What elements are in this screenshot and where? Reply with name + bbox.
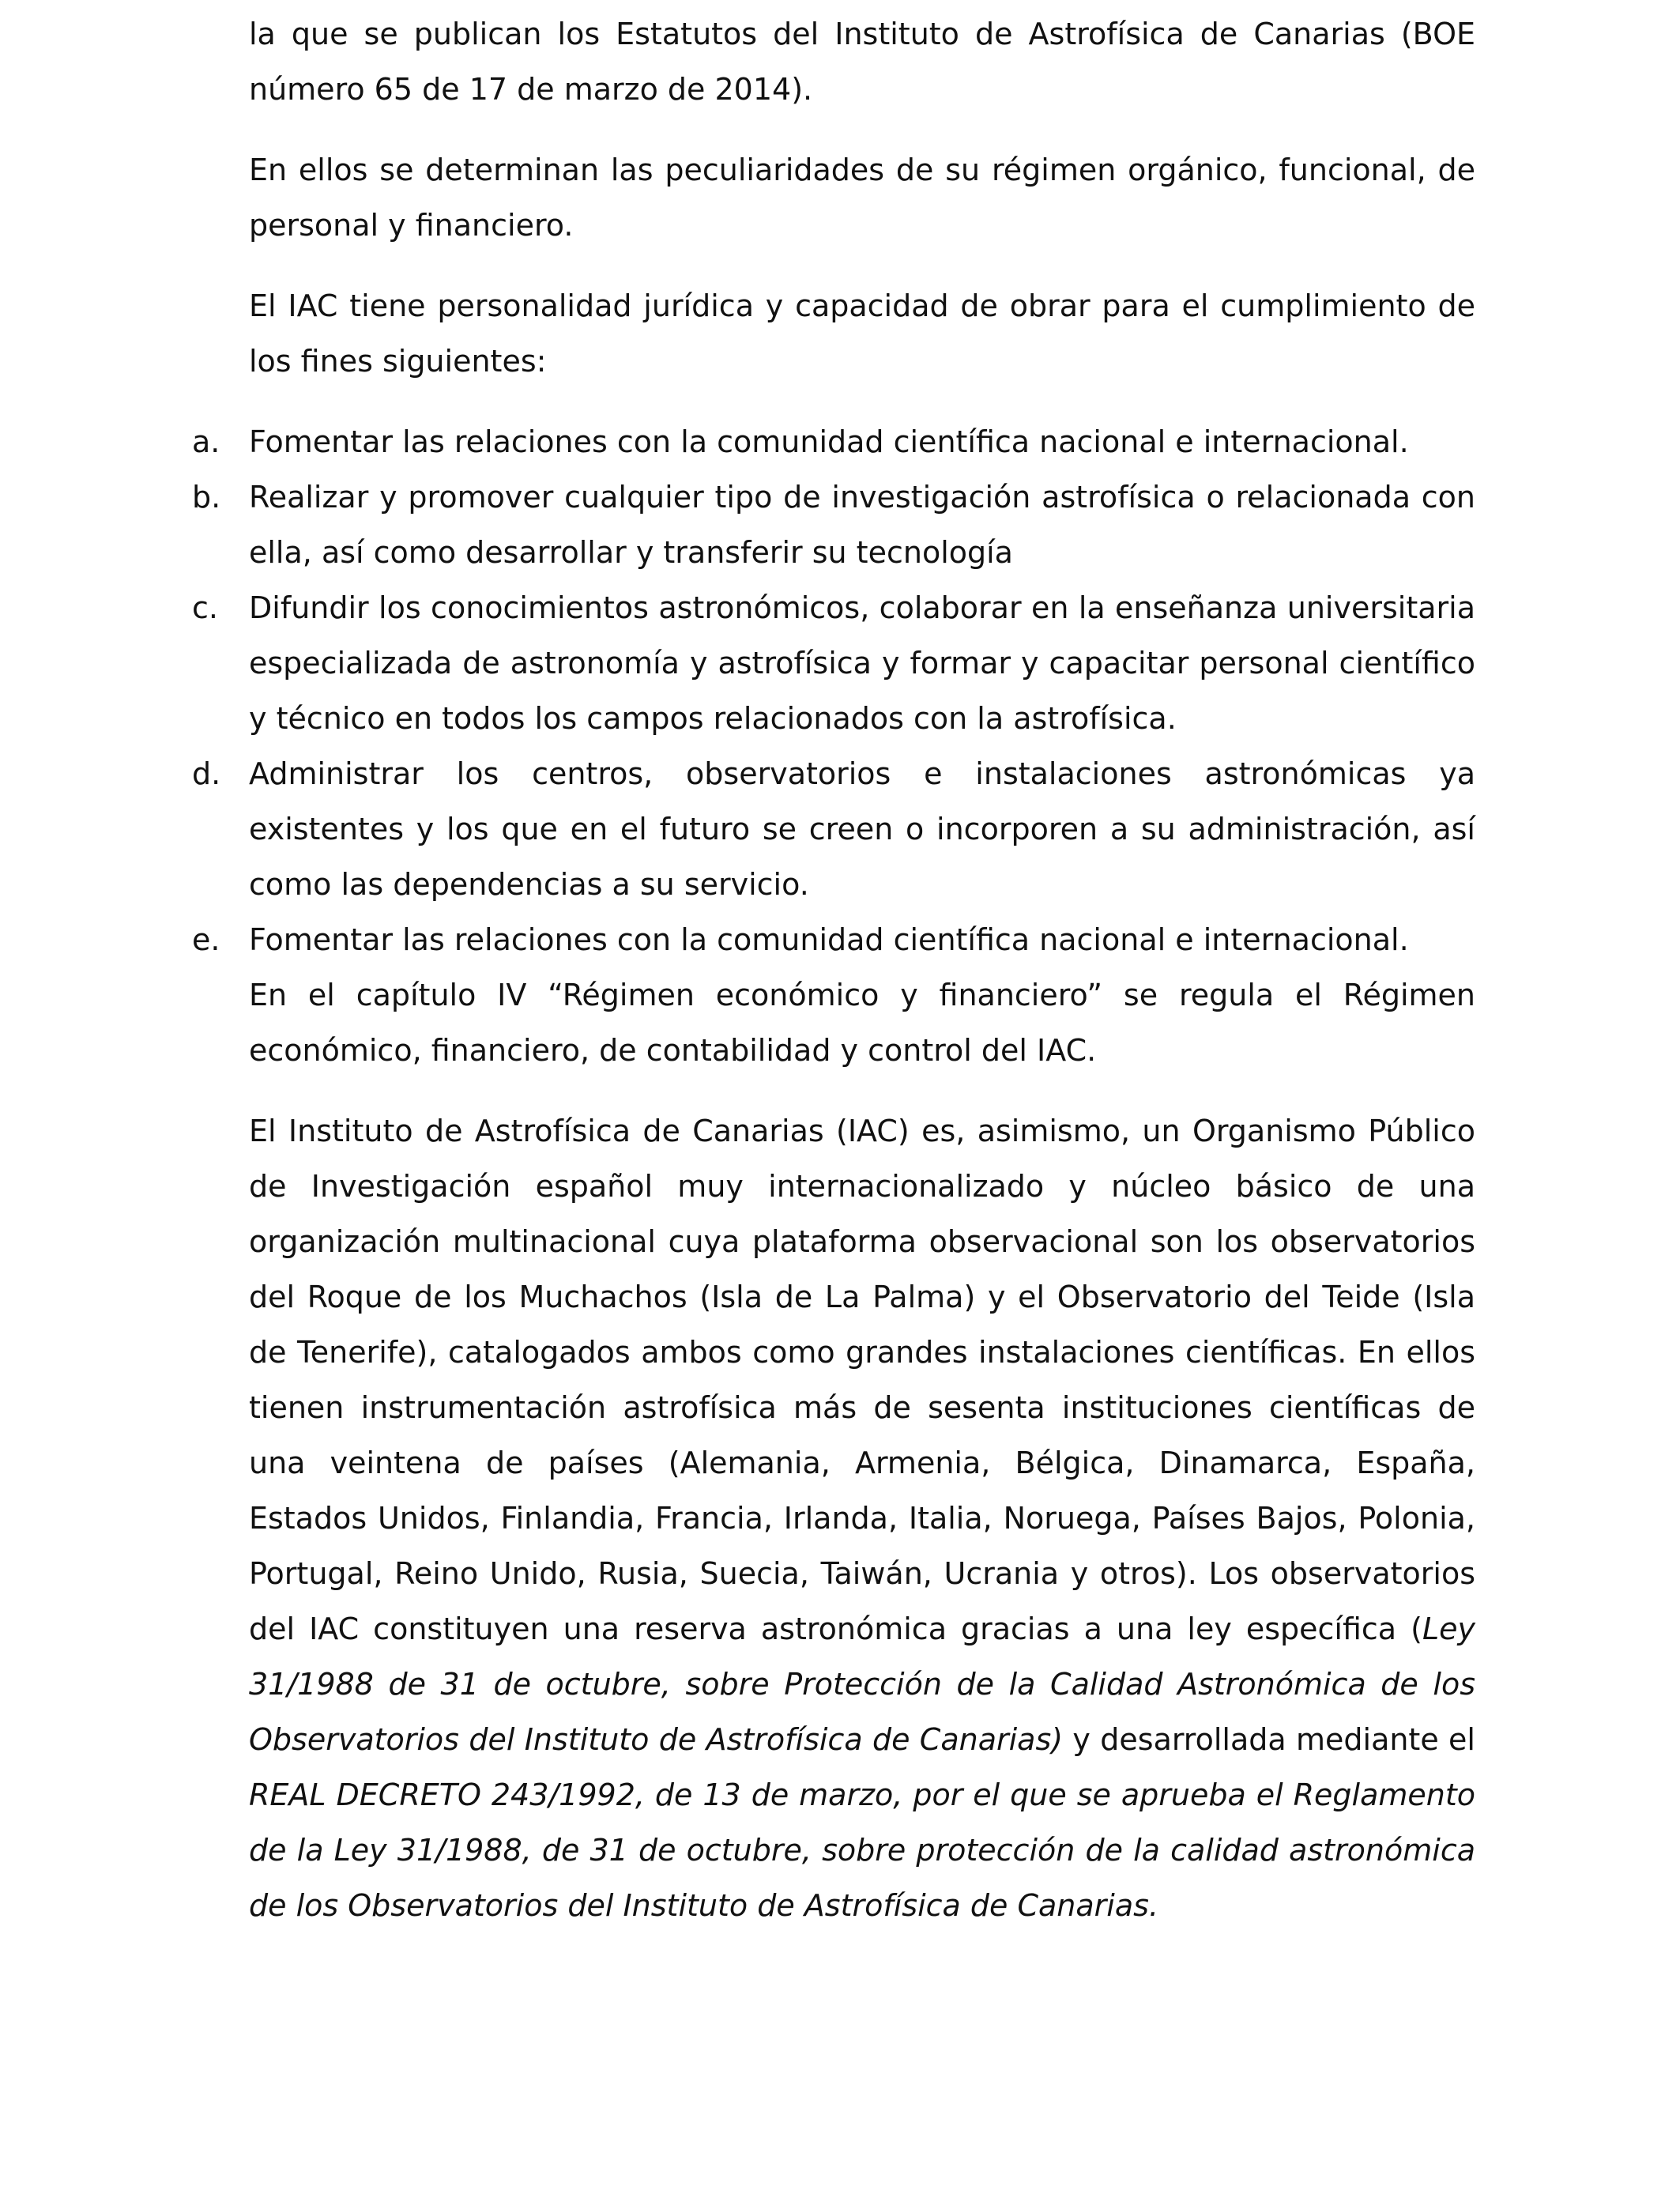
paragraph-estatutos: la que se publican los Estatutos del Instituto de Astrofísica de Canarias (BOE número 65 de 17 de marzo de 2014). xyxy=(249,17,1475,107)
document-body xyxy=(192,6,1475,1933)
list-marker: b. xyxy=(192,480,221,515)
list-item-text: Fomentar las relaciones con la comunidad científica nacional e internacional. xyxy=(249,922,1409,957)
list-item xyxy=(192,912,1475,967)
list-marker: d. xyxy=(192,756,221,791)
list-item xyxy=(192,469,1475,580)
list-item-text: Difundir los conocimientos astronómicos, colaborar en la enseñanza universitaria especializada de astronomía y astrofísica y formar y capacitar personal científico y técnico en todos los campos relacionados con la astrofísica. xyxy=(249,590,1475,736)
law-reference: Ley 31/1988 de 31 de octubre, sobre Protección de la Calidad Astronómica de los Observatorios del Instituto de Astrofísica de Canarias) xyxy=(249,1612,1475,1757)
list-marker: e. xyxy=(192,922,220,957)
decree-reference: REAL DECRETO 243/1992, de 13 de marzo, por el que se aprueba el Reglamento de la Ley 31/1988, de 31 de octubre, sobre protección de la calidad astronómica de los Observatorios del Instituto de Astrofísica de Canarias. xyxy=(249,1777,1475,1923)
list-item-text: Administrar los centros, observatorios e instalaciones astronómicas ya existentes y los que en el futuro se creen o incorporen a su administración, así como las dependencias a su servicio. xyxy=(249,756,1475,902)
list-marker: c. xyxy=(192,590,218,625)
paragraph-iac-organismo xyxy=(249,1103,1475,1933)
list-item-text: Realizar y promover cualquier tipo de investigación astrofísica o relacionada con ella, así como desarrollar y transferir su tecnología xyxy=(249,480,1475,570)
paragraph-capitulo-iv: En el capítulo IV “Régimen económico y financiero” se regula el Régimen económico, financiero, de contabilidad y control del IAC. xyxy=(249,978,1475,1068)
list-marker: a. xyxy=(192,424,220,459)
paragraph-text: y desarrollada mediante el xyxy=(1063,1722,1475,1757)
paragraph-personalidad-juridica: El IAC tiene personalidad jurídica y capacidad de obrar para el cumplimiento de los fines siguientes: xyxy=(249,288,1475,379)
list-item xyxy=(192,746,1475,912)
list-item xyxy=(192,580,1475,746)
fines-list xyxy=(192,414,1475,967)
list-item-text: Fomentar las relaciones con la comunidad científica nacional e internacional. xyxy=(249,424,1409,459)
list-item xyxy=(192,414,1475,469)
paragraph-text: El Instituto de Astrofísica de Canarias (IAC) es, asimismo, un Organismo Público de Investigación español muy internacionalizado y núcleo básico de una organización multinacional cuya plataforma observacional son los observatorios del Roque de los Muchachos (Isla de La Palma) y el Observatorio del Teide (Isla de Tenerife), catalogados ambos como grandes instalaciones científicas. En ellos tienen instrumentación astrofísica más de sesenta instituciones científicas de una veintena de países (Alemania, Armenia, Bélgica, Dinamarca, España, Estados Unidos, Finlandia, Francia, Irlanda, Italia, Noruega, Países Bajos, Polonia, Portugal, Reino Unido, Rusia, Suecia, Taiwán, Ucrania y otros). Los observatorios del IAC constituyen una reserva astronómica gracias a una ley específica ( xyxy=(249,1114,1475,1646)
paragraph-peculiaridades: En ellos se determinan las peculiaridades de su régimen orgánico, funcional, de personal y financiero. xyxy=(249,153,1475,243)
